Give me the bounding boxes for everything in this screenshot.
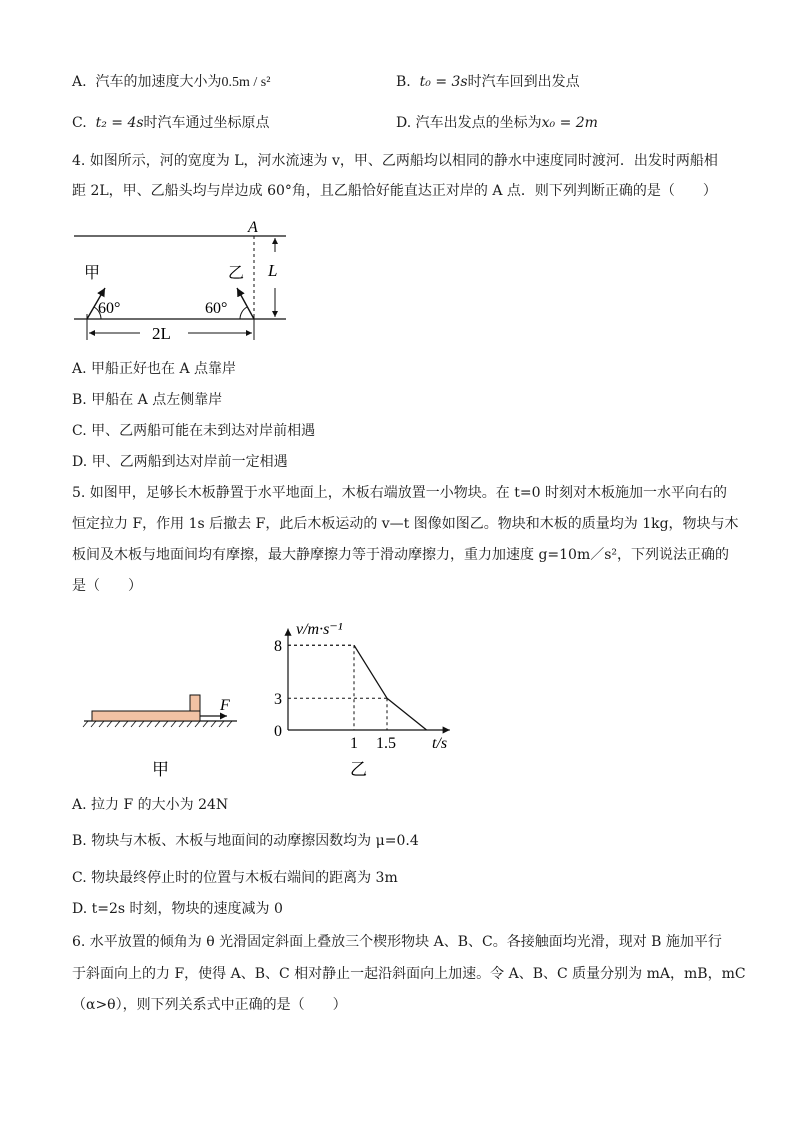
wooden-board: [92, 711, 200, 721]
small-block: [190, 695, 200, 711]
point-a-label: A: [248, 219, 258, 236]
y-tick-8: 8: [274, 638, 282, 656]
q6-stem-line2: 于斜面向上的力 F，使得 A、B、C 相对静止一起沿斜面向上加速。令 A、B、C 质量分别为 mA，mB，mC: [72, 966, 746, 982]
boat-yi-arrow: [237, 288, 254, 319]
angle-yi-label: 60°: [205, 300, 228, 317]
ground-hatching: [83, 721, 232, 727]
q4-option-b: B. 甲船在 A 点左侧靠岸: [72, 392, 223, 408]
river-width-label: L: [268, 261, 278, 280]
q5-fig-jia-board: [82, 688, 252, 788]
segment-1: [354, 645, 387, 698]
segment-2: [387, 698, 427, 730]
q3-option-c: C. t₂ = 4s时汽车通过坐标原点: [72, 115, 270, 131]
q4-stem-line1: 4. 如图所示，河的宽度为 L，河水流速为 v，甲、乙两船均以相同的静水中速度同时渡河．出发时两船相: [72, 153, 718, 169]
y-axis-label: v/m·s⁻¹: [296, 621, 343, 638]
q4-river-figure: [70, 212, 300, 342]
q5-stem-line4: 是（ ）: [72, 578, 142, 594]
q5-option-a: A. 拉力 F 的大小为 24N: [72, 797, 229, 813]
q3-option-d: D. 汽车出发点的坐标为x₀ = 2m: [396, 115, 598, 131]
y-tick-0: 0: [274, 723, 282, 740]
x-tick-1: 1: [350, 735, 358, 752]
q3-option-a: A. 汽车的加速度大小为0.5m / s²: [72, 74, 271, 90]
q5-option-c: C. 物块最终停止时的位置与木板右端间的距离为 3m: [72, 870, 398, 886]
q6-stem-line3: （α>θ），则下列关系式中正确的是（ ）: [72, 997, 347, 1013]
q5-stem-line1: 5. 如图甲，足够长木板静置于水平地面上，木板右端放置一小物块。在 t=0 时刻对木板施加一水平向右的: [72, 485, 727, 501]
q5-stem-line3: 板间及木板与地面间均有摩擦，最大静摩擦力等于滑动摩擦力，重力加速度 g=10m／s²，下列说法正确的: [72, 547, 730, 563]
q5-stem-line2: 恒定拉力 F，作用 1s 后撤去 F，此后木板运动的 v—t 图像如图乙。物块和木板的质量均为 1kg，物块与木: [72, 516, 739, 532]
q4-option-a: A. 甲船正好也在 A 点靠岸: [72, 361, 237, 377]
q6-stem-line1: 6. 水平放置的倾角为 θ 光滑固定斜面上叠放三个楔形物块 A、B、C。各接触面均光滑，现对 B 施加平行: [72, 934, 722, 950]
distance-2l-label: 2L: [152, 324, 171, 342]
boat-jia-label: 甲: [84, 265, 101, 282]
angle-jia-label: 60°: [98, 300, 121, 317]
q3-option-b: B. t₀ = 3s时汽车回到出发点: [396, 74, 580, 90]
x-tick-1-5: 1.5: [376, 735, 396, 752]
x-axis-label: t/s: [432, 735, 448, 752]
q4-option-d: D. 甲、乙两船到达对岸前一定相遇: [72, 454, 288, 470]
fig-yi-caption: 乙: [350, 760, 367, 779]
q4-stem-line2: 距 2L，甲、乙船头均与岸边成 60°角，且乙船恰好能直达正对岸的 A 点．则下列判断正确的是（ ）: [72, 183, 717, 199]
fig-jia-caption: 甲: [152, 760, 169, 779]
q5-vt-chart: [268, 612, 468, 788]
force-f-label: F: [220, 697, 230, 714]
y-tick-3: 3: [274, 691, 282, 709]
q5-option-b: B. 物块与木板、木板与地面间的动摩擦因数均为 μ=0.4: [72, 833, 419, 849]
q4-option-c: C. 甲、乙两船可能在未到达对岸前相遇: [72, 423, 316, 439]
boat-yi-label: 乙: [228, 265, 245, 282]
q5-option-d: D. t=2s 时刻，物块的速度减为 0: [72, 901, 283, 917]
